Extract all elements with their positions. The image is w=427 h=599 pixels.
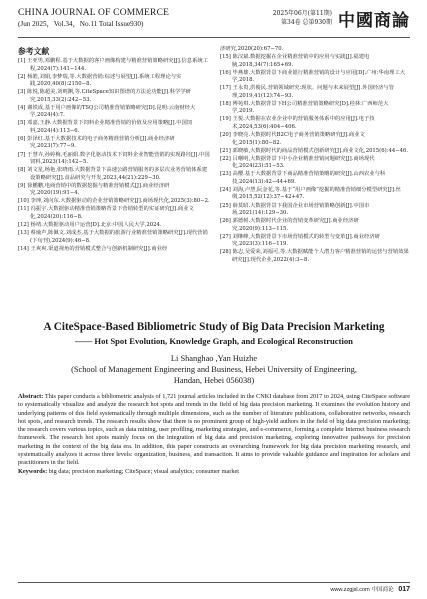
reference-item: [15] 陈汉斌.数据挖掘在企业精准营销中的应用与实践[J].福建电脑,2018,34(7):165+69. xyxy=(220,54,370,68)
affiliation-line-2: Handan, Hebei 056038) xyxy=(173,376,255,385)
abstract-text: This paper conducts a bibliometric analysis of 1,721 journal articles included in the CNKI database from 2017 to 2024, using CiteSpace software to systematically visualize and analyze the research hot spots and trends in the field of big data precision marketing. It examines the evolution history and underlying patterns of this field systematically through multiple dimensions, such as the number of literature publications, collaborative networks, research hot spots, and research trends. The research results show that there is no prominent group of high-yield authors in the field of big data precision marketing; the research covers various topics, such as data mining, user profiling, marketing strategies, and e-commerce, forming a complete Internet business research framework. The research hot spots mainly focus on the integration of big data and precision marketing, exploring innovative pathways for precision marketing in the context of the big data era. In addition, this paper constructs an overarching framework for big data precision marketing research, and systematically analyzes it across three levels: organization, business, and transaction. It aims to provide valuable guidance and inspiration for scholars and practitioners in the field. xyxy=(18,393,410,467)
footer-journal: 中国商论 xyxy=(371,587,394,593)
reference-item: [6] 彭泽红.基于大数据技术的电子商务精准营销分析[J].商业经济研究,2023(7):77−9. xyxy=(18,135,175,150)
page-header xyxy=(18,8,410,38)
paper-subtitle: —— Hot Spot Evolution, Knowledge Graph, and Ecological Reconstruction xyxy=(75,336,353,346)
reference-item: [7] 于慧卉,孙婷梅,毛丽娟.数字化驱动技术下饲料企业智能营销的实现路径[J].中国饲料,2023(14):142−5. xyxy=(18,151,210,166)
reference-item: [22] 吕曙明,大数据背景下中小企业精准营销问题研究[J].商场现代化,2024(23):51−53. xyxy=(220,155,375,170)
page-number: 017 xyxy=(398,586,410,593)
reference-item: [8] 刘文星,杨艳,张晓雨.大数据背景下高速公路营销服务的多层次业务营销体系建设策略研究[J].食品研究与开发,2023,44(21):229−30. xyxy=(18,167,208,181)
reference-item: [3] 陈悦,陈超美,刘则渊,等.CiteSpace知识图谱的方法论功能[J].科学学研究,2015,33(2):242−53. xyxy=(18,89,191,103)
issue-date: 2025年06月(第11期) xyxy=(272,10,332,17)
reference-item: [27] 刘继峰,大数据背景下市场营销模式的转型与变革[J].商业经济研究,2023(3):116−119. xyxy=(220,233,380,248)
reference-item: [19] 王悦.大数据在农业企业中的营销服务体系中的应用[J].电子技术,2024,53(6):404−406. xyxy=(220,116,375,130)
reference-item: [12] 杨靖.大数据驱动用户运营[D].北京:中国人民大学,2024. xyxy=(18,222,162,229)
footer-website: www.zzgjsl.com xyxy=(330,587,370,593)
journal-name: CHINA JOURNAL OF COMMERCE xyxy=(18,8,170,18)
english-abstract-section xyxy=(18,320,410,476)
issue-info xyxy=(273,9,332,27)
reference-item: [1] 王亚男,邓鹏程.基于大数据的客户画像构建与精准营销策略研究[J].信息系统工程,2024(7):141−144. xyxy=(18,58,208,72)
paper-title: A CiteSpace-Based Bibliometric Study of Big Data Precision Marketing xyxy=(43,321,385,333)
reference-item: [20] 李晓亮.大数据时代B2C电子商务营销策略研究[J].商业文化,2015(1):80−82. xyxy=(220,132,365,146)
abstract xyxy=(18,393,410,468)
reference-item: [17] 王永贵,洪俊民.营销领域研究:现状、问题与未来展望[J].外国经济与管理,2019,41(12):74−93. xyxy=(220,85,394,99)
footer-info xyxy=(330,585,410,593)
references-title: 参考文献 xyxy=(18,47,50,56)
reference-item: 济研究,2020(20):67−70. xyxy=(220,46,284,52)
keywords-text: big data; precision marketing; CiteSpace; visual analytics; consumer market xyxy=(47,467,239,475)
reference-item: [28] 陈志,吴爱荣,刘福可,等.大数据赋能个人潜力客户精准营销的运营与营销效果研究[J].现代企业,2022(4):3−8. xyxy=(220,249,409,263)
volume-total: 第34卷 总第930期 xyxy=(281,19,332,26)
reference-item: [26] 郭德树.大数据时代企业的营销变革研究[J].商业经济研究,2020(9):113−115. xyxy=(220,218,359,232)
authors: Li Shanghao ,Yan Huizhe xyxy=(170,354,258,363)
reference-item: [2] 杨皓,刘娟,李梦瑞,等.大数据营销:综述与展望[J].系统工程理论与实践,2020,40(8):2150−8. xyxy=(18,73,182,88)
reference-item: [5] 邓嘉,王静.大数据背景下饲料企业精准营销的价值及应用策略[J].中国饲料,2024(4):113−6. xyxy=(18,120,193,134)
reference-item: [24] 刘海,卢慧,阮金花,等.基于“用户画像”挖掘的精准营销细分模型研究[J].丝绸,2015,52(12):37−42+47. xyxy=(220,186,401,201)
references-left-column xyxy=(18,58,210,254)
reference-item: [21] 郭晓敏,大数据时代的商品营销模式创新研究[J].商业文化,2015(6):44−46. xyxy=(220,147,409,154)
page-footer xyxy=(18,582,410,593)
reference-item: [11] 冯振宇.大数据驱动精准营销策略背景下营销转型的实证研究[J].商业文化,2024(20):116−8. xyxy=(18,206,194,220)
abstract-label: Abstract: xyxy=(18,393,44,400)
reference-item: [16] 毕燕雄.大数据背景下商业银行精准营销的设计与应用[D].广州:华南理工大学,2018. xyxy=(220,69,405,84)
reference-item: [13] 蔡瑜声,陈佩文.刘成杰.基于大数据的旅游行业精准营销策略研究[J].现代营销(下旬刊),2024(9):46−8. xyxy=(18,230,208,244)
journal-logo: 中國商論 xyxy=(338,11,410,31)
reference-item: [4] 谢铁成,基于用户画像的TSQ公司精准营销策略研究[D].昆明:云南财经大学,2024(4):7. xyxy=(18,104,196,119)
reference-item: [14] 王爽爽.渠道视角的营销模式整合与创新机制研究[J].商业经 xyxy=(18,245,168,252)
affiliation-line-1: (School of Management Engineering and Business, Hebei University of Engineering, xyxy=(71,365,357,374)
reference-item: [25] 薛莫昭.大数据背景下我国企业市场营销策略创新[J].中国市场,2021(14):129−30. xyxy=(220,202,370,217)
keywords-label: Keywords: xyxy=(18,467,48,475)
journal-info xyxy=(18,8,169,29)
journal-issue: (Jun 2025，Vol.34，No.11 Total Issue930) xyxy=(18,20,144,28)
references-right-column xyxy=(220,46,410,265)
reference-item: [18] 傅苑琪.大数据背景下H公司精准营销策略研究[D].桂林:广西师范大学,2019. xyxy=(220,100,389,115)
reference-item: [10] 李坤,刘向东.大数据驱动的企业营销策略研究[J].商场现代化,2025(3):80−2. xyxy=(18,198,210,205)
reference-item: [23] 高樱.基于大数据背景下商品精准营销策略的研究[J].山西农业与科技,2024(13):42−44+69. xyxy=(220,171,386,185)
reference-item: [9] 徐鹏鹏,电商营销中的数据挖掘与精准营销模式[J].商业经济研究,2020(19):91−4. xyxy=(18,182,170,197)
keywords xyxy=(18,468,410,476)
